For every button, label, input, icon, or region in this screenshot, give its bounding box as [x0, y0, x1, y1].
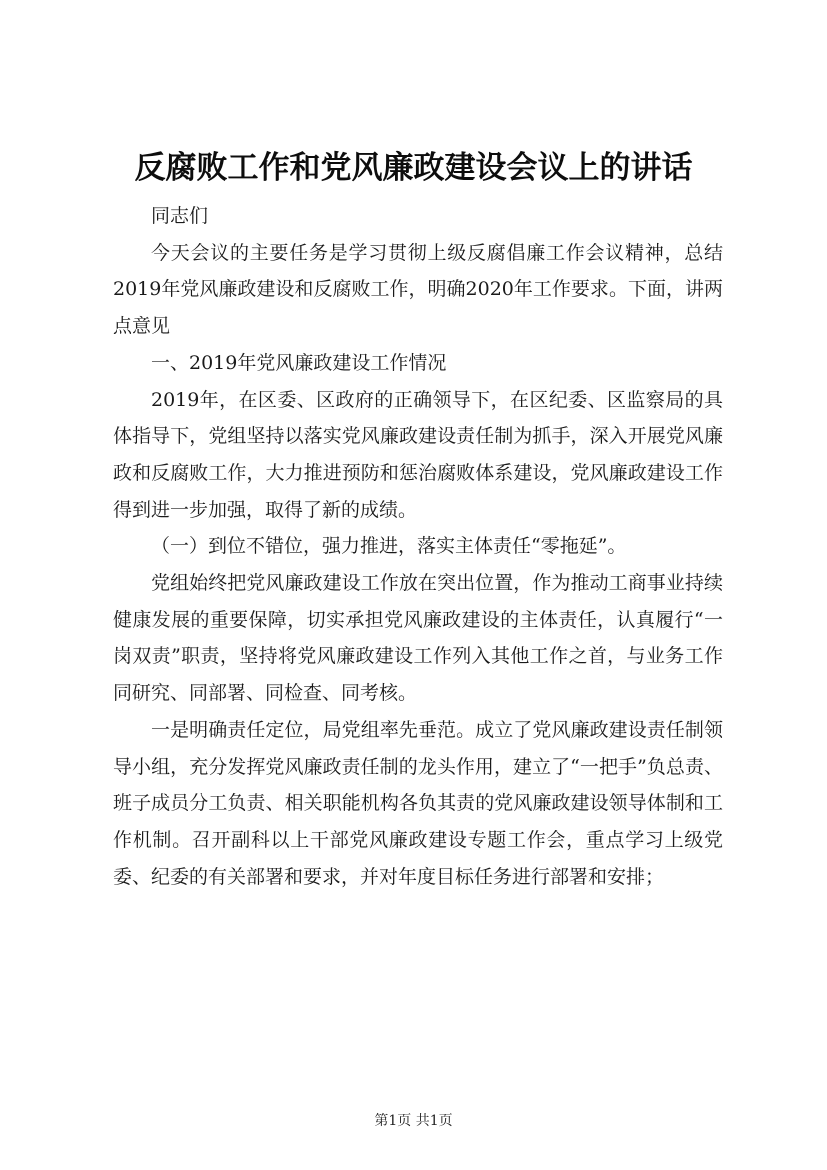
summary-paragraph: 2019年，在区委、区政府的正确领导下，在区纪委、区监察局的具体指导下，党组坚持以落实党风廉政建设责任制为抓手，深入开展党风廉政和反腐败工作，大力推进预防和惩治腐败体系建设，党风廉政建设工作得到进一步加强，取得了新的成绩。: [113, 388, 723, 521]
responsibility-paragraph: 党组始终把党风廉政建设工作放在突出位置，作为推动工商事业持续健康发展的重要保障，切实承担党风廉政建设的主体责任，认真履行“一岗双责”职责，坚持将党风廉政建设工作列入其他工作之首，与业务工作同研究、同部署、同检查、同考核。: [113, 572, 723, 705]
measure-paragraph: 一是明确责任定位，局党组率先垂范。成立了党风廉政建设责任制领导小组，充分发挥党风廉政责任制的龙头作用，建立了“一把手”负总责、班子成员分工负责、相关职能机构各负其责的党风廉政建设领导体制和工作机制。召开副科以上干部党风廉政建设专题工作会，重点学习上级党委、纪委的有关部署和要求，并对年度目标任务进行部署和安排；: [113, 718, 723, 888]
subsection-heading: （一）到位不错位，强力推进，落实主体责任“零拖延”。: [151, 535, 627, 558]
intro-paragraph: 今天会议的主要任务是学习贯彻上级反腐倡廉工作会议精神，总结2019年党风廉政建设和反腐败工作，明确2020年工作要求。下面，讲两点意见: [113, 241, 723, 338]
salutation-paragraph: 同志们: [151, 205, 209, 227]
section-heading: 一、2019年党风廉政建设工作情况: [151, 351, 447, 374]
document-body: [113, 198, 723, 895]
page-number-footer: 第1页 共1页: [374, 1113, 453, 1129]
document-title: 反腐败工作和党风廉政建设会议上的讲话: [134, 150, 693, 186]
